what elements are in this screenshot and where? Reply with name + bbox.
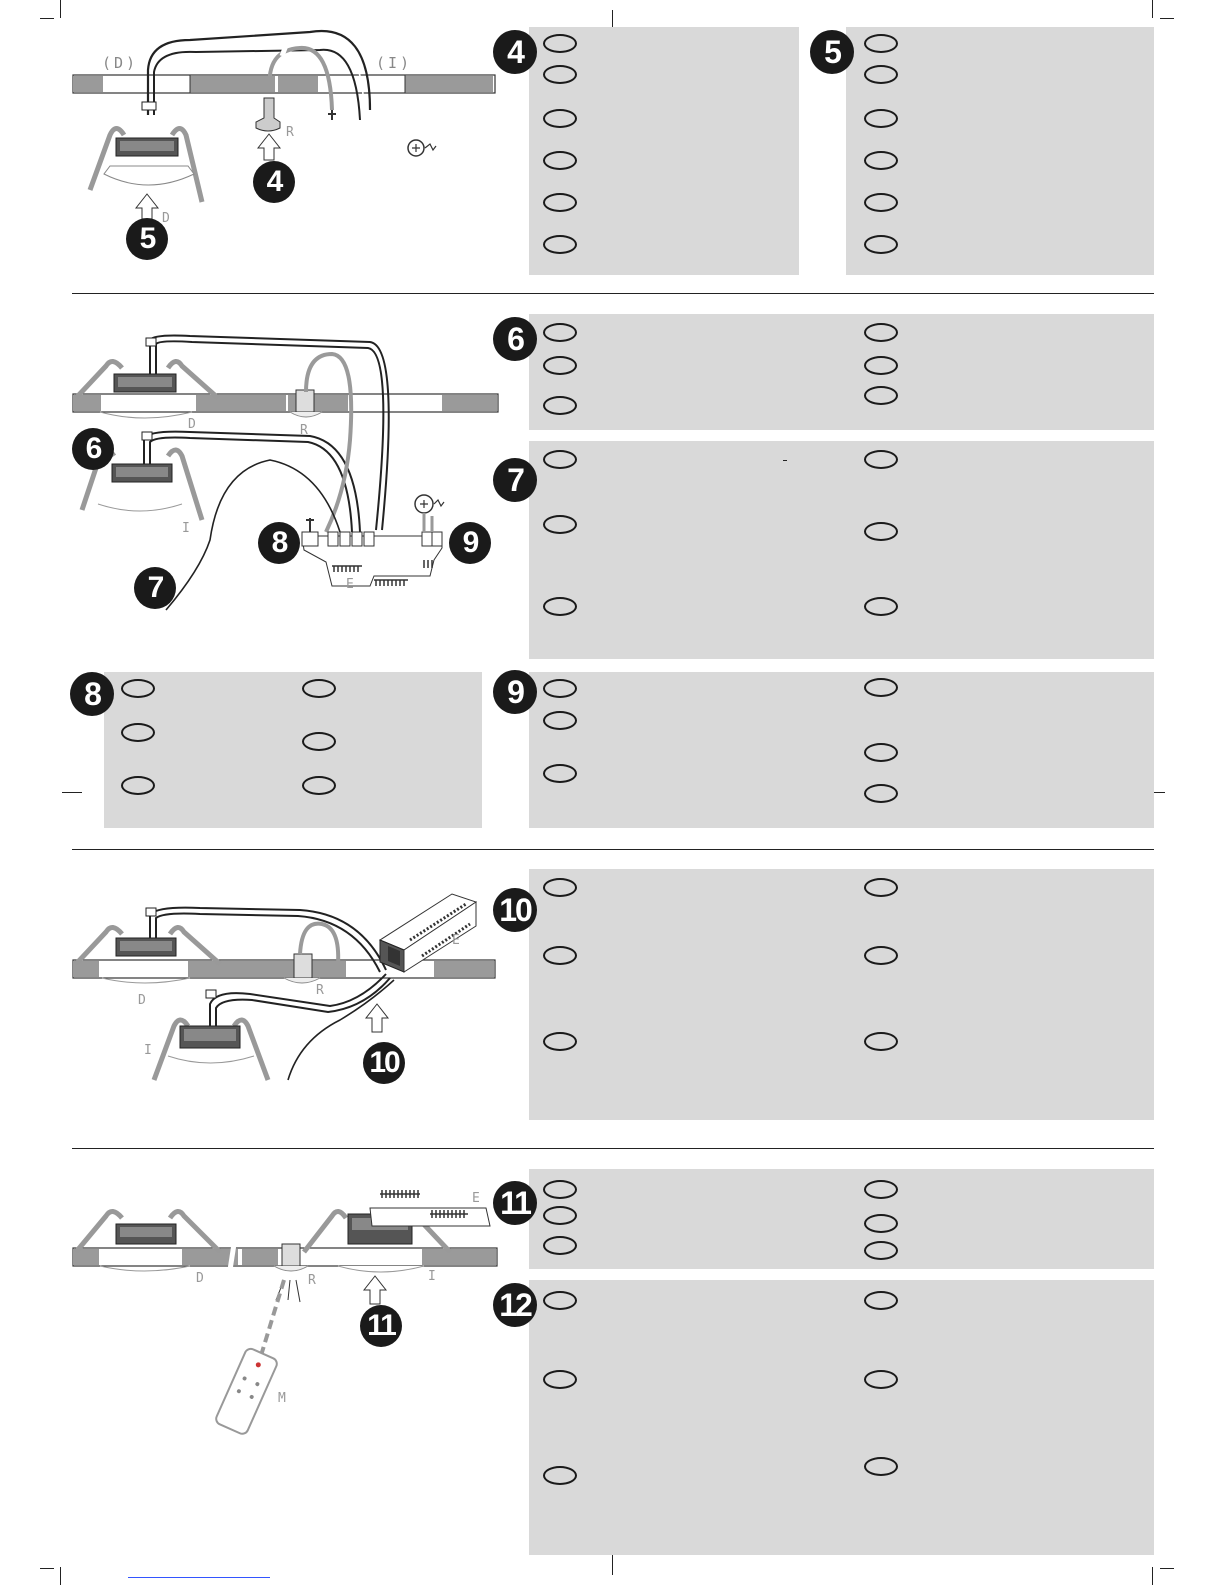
language-oval bbox=[543, 764, 577, 783]
diagram-step-6: 6 bbox=[72, 428, 114, 470]
ceiling-segment bbox=[190, 76, 275, 92]
language-oval bbox=[864, 1214, 898, 1233]
step-badge-11: 11 bbox=[493, 1181, 537, 1225]
language-oval bbox=[543, 1032, 577, 1051]
crop-mark bbox=[40, 1568, 54, 1569]
language-oval bbox=[543, 1291, 577, 1310]
language-oval bbox=[543, 151, 577, 170]
diagram-step-5: 5 bbox=[126, 218, 168, 260]
language-oval bbox=[121, 679, 155, 698]
tiny-dash bbox=[783, 460, 787, 461]
language-oval bbox=[864, 65, 898, 84]
arrow-up bbox=[258, 134, 280, 160]
language-oval bbox=[864, 450, 898, 469]
step-badge-7: 7 bbox=[493, 458, 537, 502]
language-oval bbox=[543, 396, 577, 415]
panel-step-9 bbox=[529, 672, 1154, 828]
connector-icon bbox=[328, 110, 336, 120]
label-r: R bbox=[286, 125, 294, 140]
diagram-wiring bbox=[70, 320, 502, 620]
label-d: D bbox=[162, 211, 170, 226]
language-oval bbox=[864, 34, 898, 53]
arrow-up bbox=[136, 194, 158, 220]
language-oval bbox=[864, 1457, 898, 1476]
diagram-driver bbox=[70, 880, 500, 1100]
label-e: E bbox=[346, 577, 354, 592]
diagram-step-4: 4 bbox=[253, 161, 295, 203]
language-oval bbox=[864, 323, 898, 342]
label-i: I bbox=[144, 1043, 152, 1058]
diagram-step-7: 7 bbox=[134, 567, 176, 609]
language-oval bbox=[543, 515, 577, 534]
panel-step-11 bbox=[529, 1169, 1154, 1269]
language-oval bbox=[864, 743, 898, 762]
label-r: R bbox=[308, 1273, 316, 1288]
crop-mark bbox=[612, 1553, 613, 1575]
language-oval bbox=[543, 1466, 577, 1485]
label-d: D bbox=[196, 1271, 204, 1286]
ceiling-segment bbox=[278, 76, 318, 92]
language-oval bbox=[864, 1291, 898, 1310]
language-oval bbox=[121, 723, 155, 742]
label-r: R bbox=[300, 423, 308, 438]
language-oval bbox=[543, 450, 577, 469]
panel-step-8 bbox=[104, 672, 482, 828]
language-oval bbox=[543, 878, 577, 897]
language-oval bbox=[864, 1032, 898, 1051]
language-oval bbox=[543, 711, 577, 730]
language-oval bbox=[864, 151, 898, 170]
label-m: M bbox=[278, 1391, 286, 1406]
language-oval bbox=[543, 1180, 577, 1199]
section-divider bbox=[72, 293, 1154, 294]
language-oval bbox=[864, 1370, 898, 1389]
language-oval bbox=[543, 109, 577, 128]
remote-control bbox=[214, 1347, 278, 1436]
language-oval bbox=[543, 323, 577, 342]
language-oval bbox=[864, 235, 898, 254]
step-badge-12: 12 bbox=[493, 1283, 537, 1327]
label-i-paren: (I) bbox=[376, 54, 413, 72]
cable bbox=[148, 31, 370, 115]
language-oval bbox=[543, 597, 577, 616]
step-badge-4: 4 bbox=[493, 30, 537, 74]
language-oval bbox=[543, 34, 577, 53]
step-badge-5: 5 bbox=[810, 30, 854, 74]
language-oval bbox=[543, 1236, 577, 1255]
label-i: I bbox=[428, 1269, 436, 1284]
language-oval bbox=[864, 356, 898, 375]
language-oval bbox=[543, 1206, 577, 1225]
label-d: D bbox=[138, 993, 146, 1008]
crop-mark bbox=[1152, 1567, 1153, 1585]
label-e: E bbox=[452, 933, 460, 948]
underline-link bbox=[128, 1577, 270, 1578]
panel-step-10 bbox=[529, 869, 1154, 1120]
panel-step-6 bbox=[529, 314, 1154, 430]
crop-mark bbox=[40, 18, 54, 19]
language-oval bbox=[302, 776, 336, 795]
language-oval bbox=[864, 597, 898, 616]
crop-mark bbox=[1160, 1568, 1174, 1569]
section-divider bbox=[72, 849, 1154, 850]
language-oval bbox=[864, 522, 898, 541]
label-i: I bbox=[182, 521, 190, 536]
language-oval bbox=[543, 193, 577, 212]
step-badge-6: 6 bbox=[493, 317, 537, 361]
language-oval bbox=[121, 776, 155, 795]
ceiling-segment bbox=[405, 76, 493, 92]
diagram-step-11: 11 bbox=[360, 1305, 402, 1347]
sensor bbox=[256, 98, 280, 131]
label-r: R bbox=[316, 983, 324, 998]
language-oval bbox=[543, 235, 577, 254]
crop-mark bbox=[1152, 0, 1153, 18]
language-oval bbox=[543, 356, 577, 375]
language-oval bbox=[864, 784, 898, 803]
diagram-remote bbox=[70, 1180, 502, 1440]
crop-mark bbox=[60, 0, 61, 18]
panel-step-7 bbox=[529, 441, 1154, 659]
language-oval bbox=[864, 878, 898, 897]
diagram-step-9: 9 bbox=[449, 522, 491, 564]
label-e: E bbox=[472, 1191, 480, 1206]
crop-mark bbox=[60, 1567, 61, 1585]
language-oval bbox=[864, 946, 898, 965]
crop-mark bbox=[1160, 18, 1174, 19]
language-oval bbox=[864, 678, 898, 697]
step-badge-9: 9 bbox=[493, 670, 537, 714]
language-oval bbox=[864, 1241, 898, 1260]
diagram-step-10: 10 bbox=[363, 1042, 405, 1084]
step-badge-10: 10 bbox=[493, 888, 537, 932]
panel-step-12 bbox=[529, 1280, 1154, 1555]
label-d-paren: (D) bbox=[102, 54, 139, 72]
language-oval bbox=[302, 679, 336, 698]
language-oval bbox=[864, 386, 898, 405]
section-divider bbox=[72, 1148, 1154, 1149]
language-oval bbox=[864, 193, 898, 212]
language-oval bbox=[543, 1370, 577, 1389]
ceiling-segment bbox=[73, 76, 103, 92]
language-oval bbox=[543, 679, 577, 698]
language-oval bbox=[864, 109, 898, 128]
label-d: D bbox=[188, 417, 196, 432]
crop-mark bbox=[62, 792, 82, 793]
step-badge-8: 8 bbox=[70, 672, 114, 716]
diagram-step-8: 8 bbox=[258, 522, 300, 564]
language-oval bbox=[543, 65, 577, 84]
language-oval bbox=[864, 1180, 898, 1199]
language-oval bbox=[543, 946, 577, 965]
language-oval bbox=[302, 732, 336, 751]
